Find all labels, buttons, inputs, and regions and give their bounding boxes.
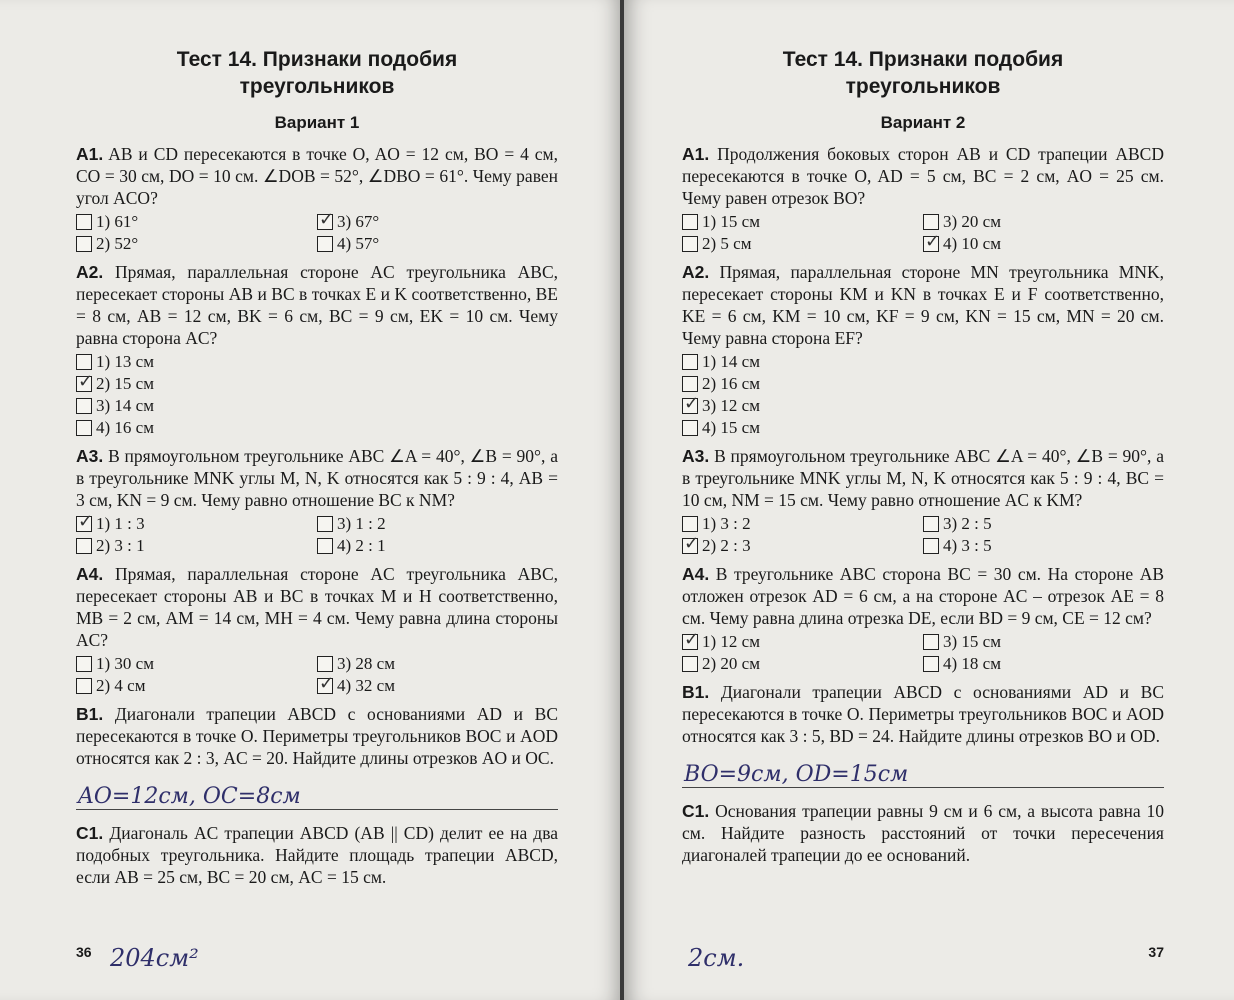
question-label: C1. xyxy=(682,801,710,821)
checkbox[interactable] xyxy=(682,656,698,672)
answer-option[interactable] xyxy=(682,417,1164,439)
question-label: A2. xyxy=(76,262,104,282)
answer-options xyxy=(76,653,558,697)
option-label: 2) 5 см xyxy=(702,234,752,253)
checkbox[interactable] xyxy=(682,214,698,230)
answer-options xyxy=(76,351,558,439)
question-b1 xyxy=(682,681,1164,788)
answer-options xyxy=(682,513,1164,557)
title-line-2: треугольников xyxy=(845,75,1001,98)
title-line-2: треугольников xyxy=(239,75,395,98)
answer-option[interactable] xyxy=(682,631,923,653)
question-text: В прямоугольном треугольнике ABC ∠A = 40°, ∠B = 90°, а в треугольнике MNK углы M, N, K относятся как 5 : 9 : 4, AB = 3 см, KN = 9 см. Чему равно отношение BC к NM? xyxy=(76,446,559,510)
question-text: Продолжения боковых сторон AB и CD трапеции ABCD пересекаются в точке O, AD = 5 см, BC = 2 см, AO = 25 см. Чему равен отрезок BO? xyxy=(682,144,1164,208)
option-label: 1) 12 см xyxy=(702,632,760,651)
question-label: C1. xyxy=(76,823,104,843)
question-label: A2. xyxy=(682,262,710,282)
answer-option[interactable] xyxy=(317,211,558,233)
checkbox[interactable] xyxy=(76,398,92,414)
option-label: 1) 14 см xyxy=(702,352,760,371)
answer-option[interactable] xyxy=(682,395,1164,417)
checkbox[interactable] xyxy=(682,236,698,252)
option-label: 4) 57° xyxy=(337,234,380,253)
option-label: 1) 61° xyxy=(96,212,139,231)
answer-option[interactable] xyxy=(76,211,317,233)
question-text: Прямая, параллельная стороне AC треугольника ABC, пересекает стороны AB и BC в точках M и H соответственно, MB = 2 см, AM = 14 см, MH = 4 см. Чему равна длина стороны AC? xyxy=(76,564,559,650)
test-title xyxy=(76,46,558,100)
question-b1 xyxy=(76,703,558,810)
question-text: Диагонали трапеции ABCD с основаниями AD и BC пересекаются в точке O. Периметры треугольников BOC и AOD относятся как 2 : 3, AC = 20. Найдите длины отрезков AO и OC. xyxy=(76,704,558,768)
question-a2 xyxy=(76,261,558,439)
question-label: A4. xyxy=(682,564,710,584)
answer-option[interactable] xyxy=(682,351,1164,373)
answer-option[interactable] xyxy=(76,417,558,439)
question-a2 xyxy=(682,261,1164,439)
answer-line[interactable] xyxy=(682,753,1164,788)
checkbox[interactable] xyxy=(682,516,698,532)
question-label: A4. xyxy=(76,564,104,584)
option-label: 2) 15 см xyxy=(96,374,154,393)
checkbox[interactable] xyxy=(923,214,939,230)
option-label: 3) 28 см xyxy=(337,654,395,673)
option-label: 3) 67° xyxy=(337,212,380,231)
answer-option[interactable] xyxy=(923,653,1164,675)
answer-option[interactable] xyxy=(76,233,317,255)
answer-option[interactable] xyxy=(76,395,558,417)
option-label: 3) 14 см xyxy=(96,396,154,415)
checkbox[interactable] xyxy=(682,398,698,414)
answer-options xyxy=(76,513,558,557)
answer-option[interactable] xyxy=(923,211,1164,233)
option-label: 3) 12 см xyxy=(702,396,760,415)
question-a1 xyxy=(682,143,1164,255)
option-label: 4) 3 : 5 xyxy=(943,536,992,555)
question-text: В прямоугольном треугольнике ABC ∠A = 40°, ∠B = 90°, а в треугольнике MNK углы M, N, K относятся как 5 : 9 : 4, BC = 10 см, NM = 15 см. Чему равно отношение AC к KM? xyxy=(682,446,1165,510)
option-label: 1) 30 см xyxy=(96,654,154,673)
question-label: B1. xyxy=(76,704,104,724)
answer-option[interactable] xyxy=(682,535,923,557)
option-label: 1) 13 см xyxy=(96,352,154,371)
right-page xyxy=(624,0,1234,1000)
option-label: 3) 15 см xyxy=(943,632,1001,651)
checkbox[interactable] xyxy=(923,538,939,554)
answer-option[interactable] xyxy=(682,513,923,535)
question-a1 xyxy=(76,143,558,255)
handwritten-answer: AO=12см, OC=8см xyxy=(78,784,301,809)
question-a3 xyxy=(682,445,1164,557)
option-label: 4) 15 см xyxy=(702,418,760,437)
handwritten-answer: 2см. xyxy=(688,944,745,972)
variant-heading: Вариант 1 xyxy=(274,113,360,132)
answer-options xyxy=(682,211,1164,255)
title-line-1: Тест 14. Признаки подобия xyxy=(176,48,458,71)
variant-heading: Вариант 2 xyxy=(880,113,966,132)
checkbox[interactable] xyxy=(682,538,698,554)
handwritten-answer: BO=9см, OD=15см xyxy=(684,762,909,787)
checkbox[interactable] xyxy=(317,516,333,532)
checkbox[interactable] xyxy=(76,376,92,392)
answer-option[interactable] xyxy=(682,211,923,233)
checkbox[interactable] xyxy=(76,678,92,694)
question-text: Прямая, параллельная стороне MN треугольника MNK, пересекает стороны KM и KN в точках E и F соответственно, KE = 6 см, KM = 10 см, KF = 9 см, KN = 15 см, MN = 20 см. Чему равна сторона EF? xyxy=(682,262,1164,348)
answer-options xyxy=(682,631,1164,675)
answer-option[interactable] xyxy=(682,233,923,255)
checkbox[interactable] xyxy=(682,420,698,436)
question-text: Прямая, параллельная стороне AC треугольника ABC, пересекает стороны AB и BC в точках E и K соответственно, BE = 8 см, AB = 12 см, BK = 6 см, BC = 9 см, EK = 10 см. Чему равна сторона AC? xyxy=(76,262,559,348)
checkbox[interactable] xyxy=(682,354,698,370)
checkbox[interactable] xyxy=(76,516,92,532)
option-label: 4) 32 см xyxy=(337,676,395,695)
answer-option[interactable] xyxy=(923,535,1164,557)
option-label: 2) 3 : 1 xyxy=(96,536,145,555)
option-label: 3) 20 см xyxy=(943,212,1001,231)
answer-option[interactable] xyxy=(76,513,317,535)
answer-option[interactable] xyxy=(76,351,558,373)
option-label: 2) 4 см xyxy=(96,676,146,695)
answer-option[interactable] xyxy=(76,535,317,557)
title-line-1: Тест 14. Признаки подобия xyxy=(782,48,1064,71)
option-label: 4) 16 см xyxy=(96,418,154,437)
checkbox[interactable] xyxy=(76,538,92,554)
answer-option[interactable] xyxy=(317,513,558,535)
checkbox[interactable] xyxy=(317,214,333,230)
checkbox[interactable] xyxy=(923,656,939,672)
checkbox[interactable] xyxy=(923,236,939,252)
checkbox[interactable] xyxy=(682,376,698,392)
answer-option[interactable] xyxy=(317,535,558,557)
question-label: A3. xyxy=(76,446,104,466)
answer-option[interactable] xyxy=(923,233,1164,255)
option-label: 1) 3 : 2 xyxy=(702,514,751,533)
option-label: 3) 1 : 2 xyxy=(337,514,386,533)
test-title xyxy=(682,46,1164,100)
answer-option[interactable] xyxy=(76,653,317,675)
question-label: A3. xyxy=(682,446,710,466)
checkbox[interactable] xyxy=(76,656,92,672)
checkbox[interactable] xyxy=(76,420,92,436)
handwritten-answer: 204см² xyxy=(110,944,199,972)
answer-option[interactable] xyxy=(923,513,1164,535)
answer-option[interactable] xyxy=(317,653,558,675)
answer-options xyxy=(682,351,1164,439)
answer-option[interactable] xyxy=(682,653,923,675)
page-number: 36 xyxy=(76,944,92,960)
answer-option[interactable] xyxy=(317,233,558,255)
question-text: Диагональ AC трапеции ABCD (AB || CD) делит ее на два подобных треугольника. Найдите площадь трапеции ABCD, если AB = 25 см, BC = 20 см, AC = 15 см. xyxy=(76,823,558,887)
option-label: 4) 2 : 1 xyxy=(337,536,386,555)
checkbox[interactable] xyxy=(317,656,333,672)
option-label: 2) 52° xyxy=(96,234,139,253)
question-label: A1. xyxy=(682,144,710,164)
page-number: 37 xyxy=(1148,944,1164,960)
option-label: 3) 2 : 5 xyxy=(943,514,992,533)
checkbox[interactable] xyxy=(317,678,333,694)
answer-option[interactable] xyxy=(923,631,1164,653)
answer-option[interactable] xyxy=(682,373,1164,395)
checkbox[interactable] xyxy=(76,214,92,230)
question-label: B1. xyxy=(682,682,710,702)
answer-option[interactable] xyxy=(317,675,558,697)
answer-option[interactable] xyxy=(76,373,558,395)
checkbox[interactable] xyxy=(923,634,939,650)
answer-line[interactable] xyxy=(76,775,558,810)
option-label: 1) 1 : 3 xyxy=(96,514,145,533)
question-a3 xyxy=(76,445,558,557)
question-c1 xyxy=(76,822,558,888)
answer-option[interactable] xyxy=(76,675,317,697)
question-text: Диагонали трапеции ABCD с основаниями AD и BC пересекаются в точке O. Периметры треугольников BOC и AOD относятся как 3 : 5, BD = 24. Найдите длины отрезков BO и OD. xyxy=(682,682,1164,746)
answer-options xyxy=(76,211,558,255)
question-label: A1. xyxy=(76,144,104,164)
checkbox[interactable] xyxy=(923,516,939,532)
option-label: 2) 16 см xyxy=(702,374,760,393)
question-a4 xyxy=(682,563,1164,675)
option-label: 1) 15 см xyxy=(702,212,760,231)
checkbox[interactable] xyxy=(682,634,698,650)
checkbox[interactable] xyxy=(76,236,92,252)
option-label: 2) 20 см xyxy=(702,654,760,673)
checkbox[interactable] xyxy=(76,354,92,370)
question-c1 xyxy=(682,800,1164,866)
option-label: 4) 18 см xyxy=(943,654,1001,673)
option-label: 4) 10 см xyxy=(943,234,1001,253)
option-label: 2) 2 : 3 xyxy=(702,536,751,555)
question-text: AB и CD пересекаются в точке O, AO = 12 см, BO = 4 см, CO = 30 см, DO = 10 см. ∠DOB = 52°, ∠DBO = 61°. Чему равен угол ACO? xyxy=(76,144,558,208)
question-a4 xyxy=(76,563,558,697)
question-text: Основания трапеции равны 9 см и 6 см, а высота равна 10 см. Найдите разность расстояний от точки пересечения диагоналей трапеции до ее оснований. xyxy=(682,801,1165,865)
checkbox[interactable] xyxy=(317,538,333,554)
checkbox[interactable] xyxy=(317,236,333,252)
question-text: В треугольнике ABC сторона BC = 30 см. На стороне AB отложен отрезок AD = 6 см, а на стороне AC – отрезок AE = 8 см. Чему равна длина отрезка DE, если BD = 9 см, CE = 12 см? xyxy=(682,564,1165,628)
